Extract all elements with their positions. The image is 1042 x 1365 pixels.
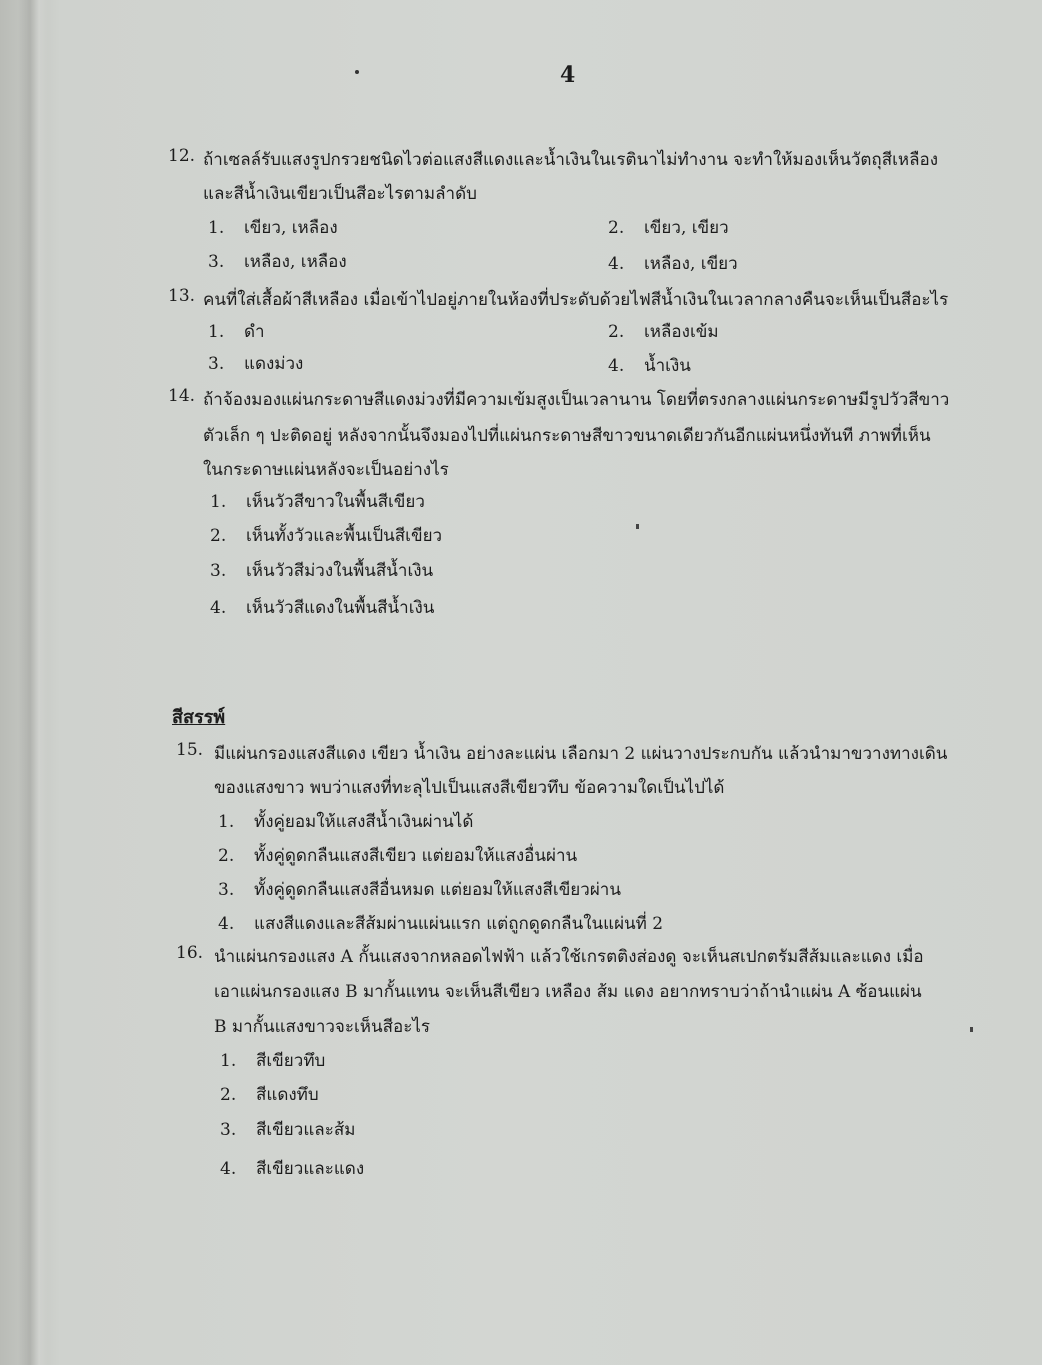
ink-speck	[636, 524, 639, 529]
question-text-line: B มากั้นแสงขาวจะเห็นสีอะไร	[214, 1017, 431, 1037]
question-text-line: ถ้าจ้องมองแผ่นกระดาษสีแดงม่วงที่มีความเข้มสูงเป็นเวลานาน โดยที่ตรงกลางแผ่นกระดาษมีรูปวัวสีขาว	[203, 390, 950, 410]
option: 1. ทั้งคู่ยอมให้แสงสีน้ำเงินผ่านได้	[218, 812, 474, 832]
option: 4. เหลือง, เขียว	[608, 254, 738, 274]
ink-speck	[970, 1027, 973, 1032]
page-edge-shadow	[18, 0, 48, 1365]
option: 2. เห็นทั้งวัวและพื้นเป็นสีเขียว	[210, 526, 443, 546]
question-number: 16.	[176, 943, 204, 963]
option: 2. ทั้งคู่ดูดกลืนแสงสีเขียว แต่ยอมให้แสงอื่นผ่าน	[218, 846, 578, 866]
option: 1. เห็นวัวสีขาวในพื้นสีเขียว	[210, 492, 425, 512]
question-text-line: ตัวเล็ก ๆ ปะติดอยู่ หลังจากนั้นจึงมองไปที่แผ่นกระดาษสีขาวขนาดเดียวกันอีกแผ่นหนึ่งทันที ภาพที่เห็น	[203, 426, 931, 446]
question-text-line: ในกระดาษแผ่นหลังจะเป็นอย่างไร	[203, 460, 449, 480]
question-text-line: ของแสงขาว พบว่าแสงที่ทะลุไปเป็นแสงสีเขียวทึบ ข้อความใดเป็นไปได้	[214, 778, 725, 798]
question-text-line: ถ้าเซลล์รับแสงรูปกรวยชนิดไวต่อแสงสีแดงและน้ำเงินในเรตินาไม่ทำงาน จะทำให้มองเห็นวัตถุสีเหลือง	[203, 150, 939, 170]
option: 4. สีเขียวและแดง	[220, 1159, 365, 1179]
question-text-line: และสีน้ำเงินเขียวเป็นสีอะไรตามลำดับ	[203, 184, 477, 204]
question-number: 12.	[168, 146, 196, 166]
option: 3. เห็นวัวสีม่วงในพื้นสีน้ำเงิน	[210, 561, 434, 581]
question-text-line: มีแผ่นกรองแสงสีแดง เขียว น้ำเงิน อย่างละแผ่น เลือกมา 2 แผ่นวางประกบกัน แล้วนำมาขวางทางเดิน	[214, 744, 948, 764]
option: 3. สีเขียวและส้ม	[220, 1120, 356, 1140]
option: 2. เหลืองเข้ม	[608, 322, 719, 342]
option: 3. ทั้งคู่ดูดกลืนแสงสีอื่นหมด แต่ยอมให้แสงสีเขียวผ่าน	[218, 880, 621, 900]
question-number: 14.	[168, 386, 196, 406]
question-number: 13.	[168, 286, 196, 306]
ink-dot	[355, 70, 359, 74]
option: 4. เห็นวัวสีแดงในพื้นสีน้ำเงิน	[210, 598, 435, 618]
option: 2. สีแดงทึบ	[220, 1085, 319, 1105]
question-text-line: นำแผ่นกรองแสง A กั้นแสงจากหลอดไฟฟ้า แล้วใช้เกรตติงส่องดู จะเห็นสเปกตรัมสีส้มและแดง เมื่อ	[214, 947, 924, 967]
option: 3. เหลือง, เหลือง	[208, 252, 347, 272]
option: 1. สีเขียวทึบ	[220, 1051, 326, 1071]
question-text-line: เอาแผ่นกรองแสง B มากั้นแทน จะเห็นสีเขียว เหลือง ส้ม แดง อยากทราบว่าถ้านำแผ่น A ซ้อนแผ่น	[214, 982, 922, 1002]
option: 4. แสงสีแดงและสีส้มผ่านแผ่นแรก แต่ถูกดูดกลืนในแผ่นที่ 2	[218, 914, 664, 934]
page-number: 4	[560, 62, 576, 88]
option: 2. เขียว, เขียว	[608, 218, 729, 238]
question-text-line: คนที่ใส่เสื้อผ้าสีเหลือง เมื่อเข้าไปอยู่ภายในห้องที่ประดับด้วยไฟสีน้ำเงินในเวลากลางคืนจะเห็นเป็นสีอะไร	[203, 290, 949, 310]
option: 3. แดงม่วง	[208, 354, 304, 374]
option: 4. น้ำเงิน	[608, 356, 691, 376]
question-number: 15.	[176, 740, 204, 760]
option: 1. เขียว, เหลือง	[208, 218, 338, 238]
section-title: สีสรรพ์	[172, 707, 226, 728]
option: 1. ดำ	[208, 322, 265, 342]
